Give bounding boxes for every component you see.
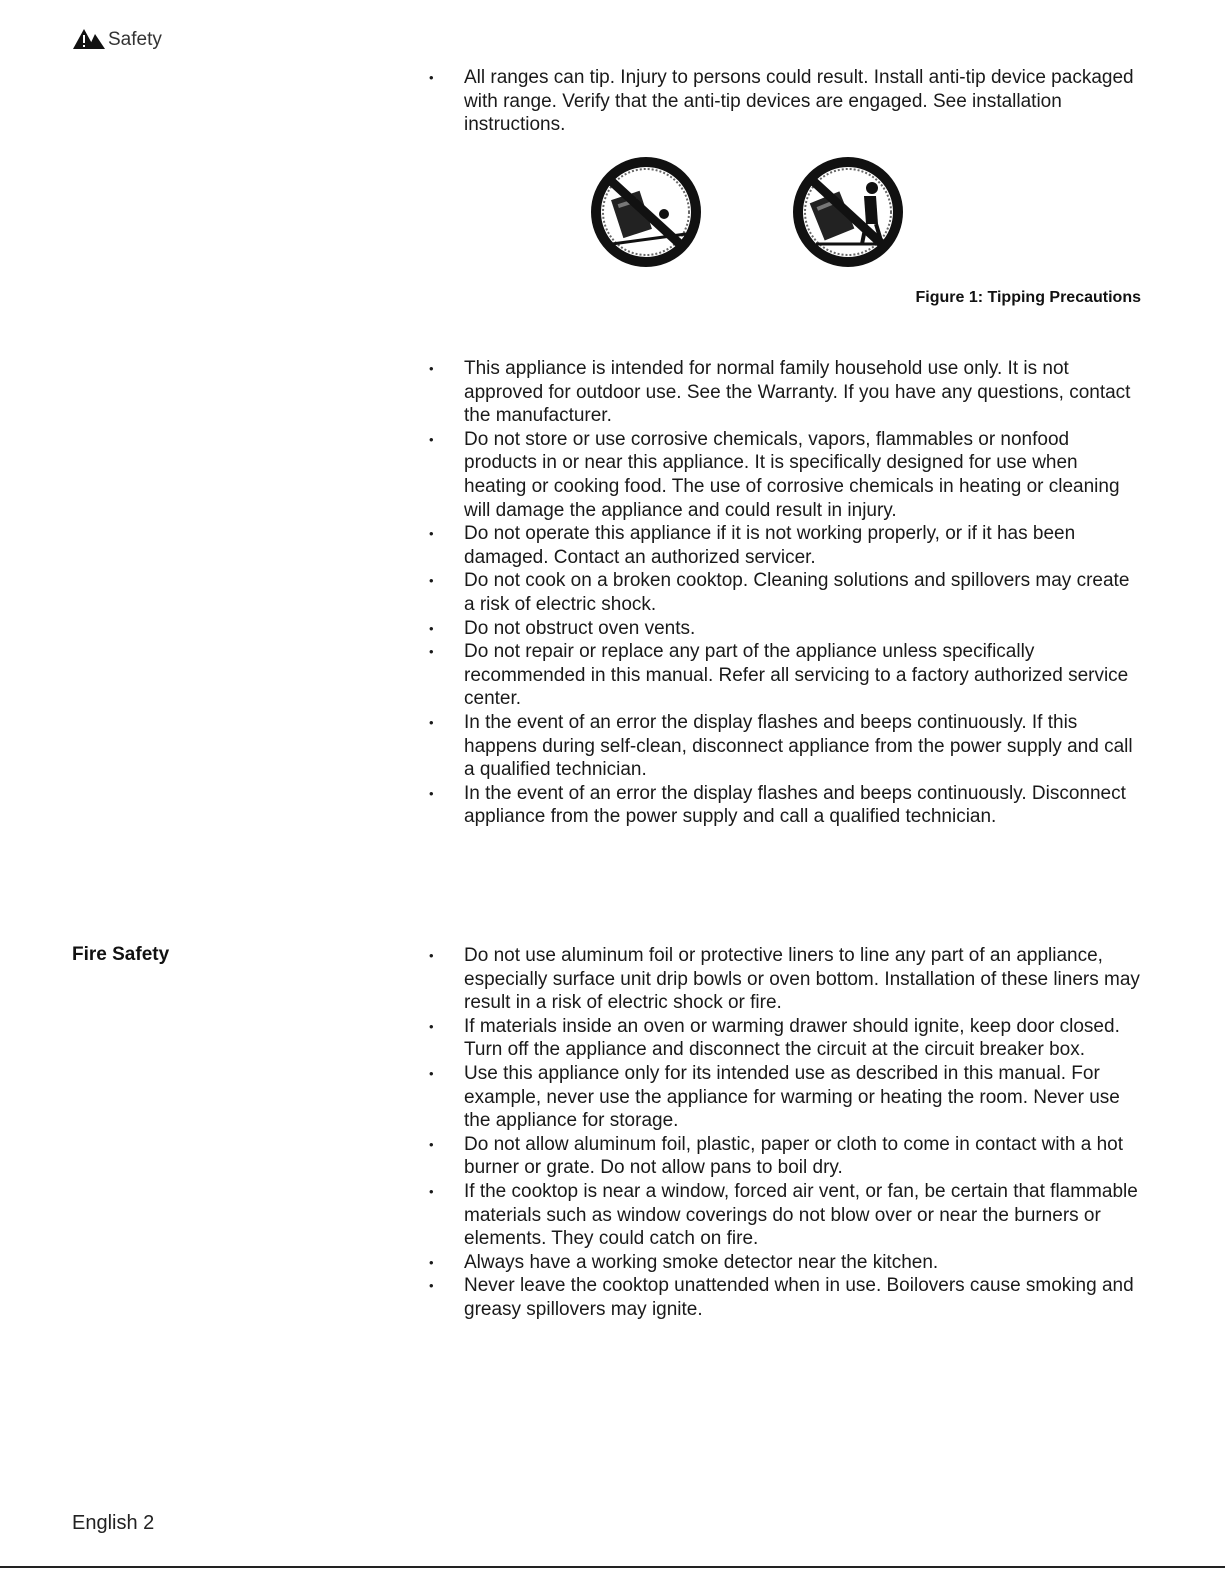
figure-caption: Figure 1: Tipping Precautions (915, 289, 1141, 306)
bullet-item: • All ranges can tip. Injury to persons could result. Install anti-tip device packaged with range. Verify that the anti-tip devices are engaged. See installation instructions. (432, 66, 1144, 137)
bullet-item: • Never leave the cooktop unattended when in use. Boilovers cause smoking and greasy spillovers may ignite. (432, 1274, 1144, 1321)
bullet-item: • In the event of an error the display flashes and beeps continuously. Disconnect appliance from the power supply and call a qualified technician. (432, 782, 1144, 829)
bullet-item: • This appliance is intended for normal family household use only. It is not approved for outdoor use. See the Warranty. If you have any questions, contact the manufacturer. (432, 357, 1144, 428)
bullet-item: • Do not repair or replace any part of the appliance unless specifically recommended in this manual. Refer all servicing to a factory authorized service center. (432, 640, 1144, 711)
bullet-item: • Do not operate this appliance if it is not working properly, or if it has been damaged. Contact an authorized servicer. (432, 522, 1144, 569)
warning-triangle-icon (72, 28, 106, 50)
bullet-item: • Use this appliance only for its intended use as described in this manual. For example, never use the appliance for warming or heating the room. Never use the appliance for storage. (432, 1062, 1144, 1133)
fire-safety-heading: Fire Safety (72, 944, 170, 965)
bottom-rule (0, 1566, 1225, 1568)
bullet-item: • If materials inside an oven or warming drawer should ignite, keep door closed. Turn off the appliance and disconnect the circuit at the circuit breaker box. (432, 1015, 1144, 1062)
bullet-item: • Always have a working smoke detector near the kitchen. (432, 1251, 1144, 1275)
tipping-figure (590, 156, 904, 268)
tipping-bullet-list (432, 66, 1144, 137)
general-safety-bullet-list (432, 357, 1144, 829)
bullet-item: • Do not cook on a broken cooktop. Cleaning solutions and spillovers may create a risk of electric shock. (432, 569, 1144, 616)
no-tipping-range-person-icon (792, 156, 904, 268)
fire-safety-bullet-list (432, 944, 1144, 1322)
bullet-item: • Do not store or use corrosive chemicals, vapors, flammables or nonfood products in or near this appliance. It is specifically designed for use when heating or cooking food. The use of corrosive chemicals in heating or cleaning will damage the appliance and could result in injury. (432, 428, 1144, 522)
bullet-item: • Do not use aluminum foil or protective liners to line any part of an appliance, especially surface unit drip bowls or oven bottom. Installation of these liners may result in a risk of electric shock or fire. (432, 944, 1144, 1015)
no-tipping-range-child-icon (590, 156, 702, 268)
page-footer: English 2 (72, 1512, 155, 1534)
bullet-item: • Do not obstruct oven vents. (432, 617, 1144, 641)
bullet-item: • If the cooktop is near a window, forced air vent, or fan, be certain that flammable materials such as window coverings do not blow over or near the burners or elements. They could catch on fire. (432, 1180, 1144, 1251)
page-header (72, 28, 162, 50)
header-title: Safety (108, 29, 162, 50)
bullet-item: • In the event of an error the display flashes and beeps continuously. If this happens during self-clean, disconnect appliance from the power supply and call a qualified technician. (432, 711, 1144, 782)
bullet-item: • Do not allow aluminum foil, plastic, paper or cloth to come in contact with a hot burner or grate. Do not allow pans to boil dry. (432, 1133, 1144, 1180)
